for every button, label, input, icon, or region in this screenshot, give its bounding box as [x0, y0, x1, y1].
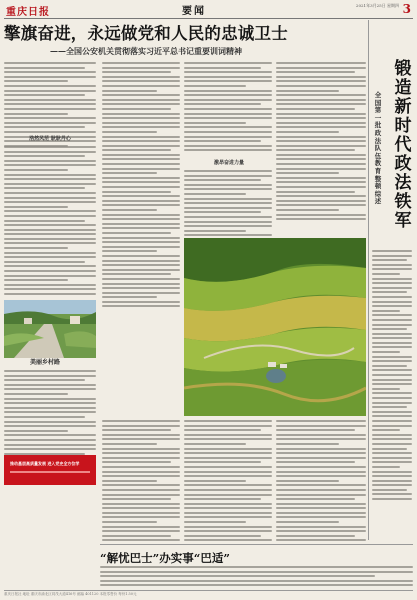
photo-caption: 美丽乡村路 [30, 359, 61, 366]
terraced-fields-photo [184, 238, 366, 416]
bottom-feature-headline: “解忧巴士”办实事“巴适” [100, 551, 230, 565]
right-column-divider [368, 20, 369, 540]
left-photo-text [4, 370, 96, 457]
main-subheadline: ——全国公安机关贯彻落实习近平总书记重要训词精神 [50, 46, 242, 56]
section-divider [100, 544, 413, 545]
promo-red-box [4, 455, 96, 485]
mid-article-text-2 [184, 62, 272, 154]
mid-article-text-6 [184, 420, 272, 544]
promo-text: 推动基层高质量发展 进入党史全方位学 [10, 461, 80, 466]
section-title: 要闻 [182, 6, 206, 17]
mid-sub-heading: 激昂奋进力量 [213, 160, 244, 166]
mid-article-text-3 [184, 170, 272, 239]
page-number: 3 [402, 2, 411, 16]
village-road-photo [4, 300, 96, 358]
page-footer: 重庆日报社 地址 重庆市渝北区同茂大道416号 邮编 401120 本报零售价 每份1.50元 [4, 590, 413, 599]
mid-article-text-5 [102, 420, 180, 544]
right-column-subtitle: 全国第一批政法队伍教育整顿综述 [374, 91, 382, 206]
masthead [4, 2, 413, 19]
right-column-title: 锻造新时代政法铁军 [394, 59, 412, 231]
mid-article-text-7 [276, 420, 366, 544]
right-article-text [372, 250, 412, 503]
bottom-feature-text [100, 566, 413, 589]
main-headline: 擎旗奋进，永远做党和人民的忠诚卫士 [4, 24, 288, 43]
left-article-text-2 [4, 146, 96, 298]
newspaper-logo: 重庆日报 [6, 7, 50, 18]
left-section-label: 浩然风范 耿耿丹心 [29, 136, 71, 142]
mid-article-text-4 [276, 62, 366, 223]
mid-article-text-1 [102, 62, 180, 310]
dateline: 2021年3月25日 星期四 [355, 3, 399, 8]
